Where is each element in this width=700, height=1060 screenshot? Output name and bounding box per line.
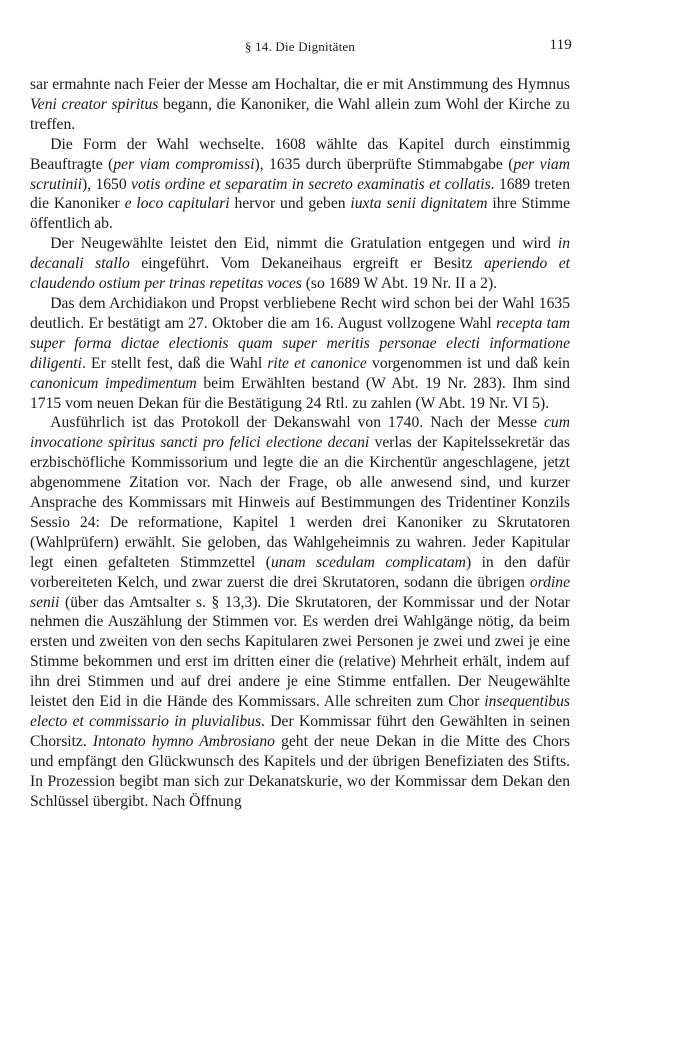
body-text <box>30 75 570 812</box>
latin-phrase: aperiendo et claudendo ostium per trinas repetitas voces <box>30 255 570 293</box>
text-run: vorgenommen ist und daß kein <box>366 354 570 372</box>
latin-phrase: ordine senii <box>30 573 570 611</box>
text-run: Das dem Archidiakon und Propst verbliebene Recht wird schon bei der Wahl 1635 deutlich. Er bestätigt am 27. Oktober die am 16. August vollzogene Wahl <box>30 294 570 332</box>
latin-phrase: e loco capitulari <box>124 195 230 213</box>
text-run: hervor und geben <box>229 195 351 213</box>
paragraph <box>30 234 570 294</box>
text-run: Der Neugewählte leistet den Eid, nimmt die Gratulation entgegen und wird <box>50 235 558 253</box>
latin-phrase: votis ordine et separatim in secreto examinatis et collatis <box>131 175 491 193</box>
latin-phrase: iuxta senii dignitatem <box>350 195 488 213</box>
latin-phrase: per viam scrutinii <box>30 155 570 193</box>
text-run: eingeführt. Vom Dekaneihaus ergreift er Besitz <box>129 255 485 273</box>
text-run: (über das Amtsalter s. § 13,3). Die Skrutatoren, der Kommissar und der Notar nehmen die Auszählung der Stimmen vor. Es werden drei Wahlgänge nötig, da beim ersten und zweiten von den sechs Kapitularen zwei Personen je zwei und zwei je eine Stimme bekommen und erst im dritten einer die (relative) Mehrheit erhält, indem auf ihn drei Stimmen und auf drei andere je eine Stimme entfallen. Der Neugewählte leistet den Eid in die Hände des Kommissars. Alle schreiten zum Chor <box>30 593 570 711</box>
text-run: sar ermahnte nach Feier der Messe am Hochaltar, die er mit Anstimmung des Hymnus <box>30 76 570 93</box>
text-run: geht der neue Dekan in die Mitte des Chors und empfängt den Glückwunsch des Kapitels und der übrigen Benefiziaten des Stifts. In Prozession begibt man sich zur Dekanatskurie, wo der Kommissar dem Dekan den Schlüssel übergibt. Nach Öffnung <box>30 732 570 810</box>
latin-phrase: recepta tam super forma dictae electionis quam super meritis personae electi informatione diligenti <box>30 314 571 372</box>
text-run: ), 1635 durch überprüfte Stimmabgabe ( <box>254 155 514 173</box>
latin-phrase: unam scedulam complicatam <box>270 553 466 571</box>
text-run: beim Erwählten bestand (W Abt. 19 Nr. 283). Ihm sind 1715 vom neuen Dekan für die Bestätigung 24 Rtl. zu zahlen (W Abt. 19 Nr. VI 5). <box>30 374 570 412</box>
text-run: Die Form der Wahl wechselte. 1608 wählte das Kapitel durch einstimmig Beauftragte ( <box>30 135 570 173</box>
latin-phrase: cum invocatione spiritus sancti pro felici electione decani <box>30 414 570 452</box>
latin-phrase: rite et canonice <box>267 354 367 372</box>
page-number: 119 <box>549 37 572 53</box>
text-run: . 1689 treten die Kanoniker <box>30 175 571 213</box>
latin-phrase: in decanali stallo <box>30 235 570 273</box>
latin-phrase: insequentibus electo et commissario in pluvialibus <box>30 693 570 730</box>
paragraph <box>30 294 570 413</box>
latin-phrase: per viam compromissi <box>113 155 255 173</box>
text-run: (so 1689 W Abt. 19 Nr. II a 2). <box>301 275 498 293</box>
latin-phrase: Intonato hymno Ambrosiano <box>92 732 275 750</box>
text-run: ) in den dafür vorbereiteten Kelch, und zwar zuerst die drei Skrutatoren, sodann die übrigen <box>30 553 571 591</box>
text-run: verlas der Kapitelssekretär das erzbischöfliche Kommissorium und legte die an die Kirchentür angeschlagene, jetzt abgenommene Zitation vor. Nach der Frage, ob alle anwesend sind, und kurzer Ansprache des Kommissars mit Hinweis auf Bestimmungen des Tridentiner Konzils Sessio 24: De reformatione, Kapitel 1 werden drei Kanoniker zu Skrutatoren (Wahlprüfern) erwählt. Sie geloben, das Wahlgeheimnis zu wahren. Jeder Kapitular legt einen gefalteten Stimmzettel ( <box>30 434 570 571</box>
paragraph <box>30 135 570 235</box>
paragraph <box>30 413 570 811</box>
text-run: Ausführlich ist das Protokoll der Dekanswahl von 1740. Nach der Messe <box>50 414 545 432</box>
section-title: § 14. Die Dignitäten <box>244 39 356 54</box>
text-run: begann, die Kanoniker, die Wahl allein zum Wohl der Kirche zu treffen. <box>30 95 570 133</box>
paragraph <box>30 75 570 135</box>
text-run: ihre Stimme öffentlich ab. <box>30 195 570 233</box>
latin-phrase: canonicum impedimentum <box>30 374 197 392</box>
text-run: ), 1650 <box>81 175 132 193</box>
text-run: . Er stellt fest, daß die Wahl <box>81 354 268 372</box>
text-run: . Der Kommissar führt den Gewählten in seinen Chorsitz. <box>30 713 570 750</box>
latin-phrase: Veni creator spiritus <box>30 95 159 113</box>
